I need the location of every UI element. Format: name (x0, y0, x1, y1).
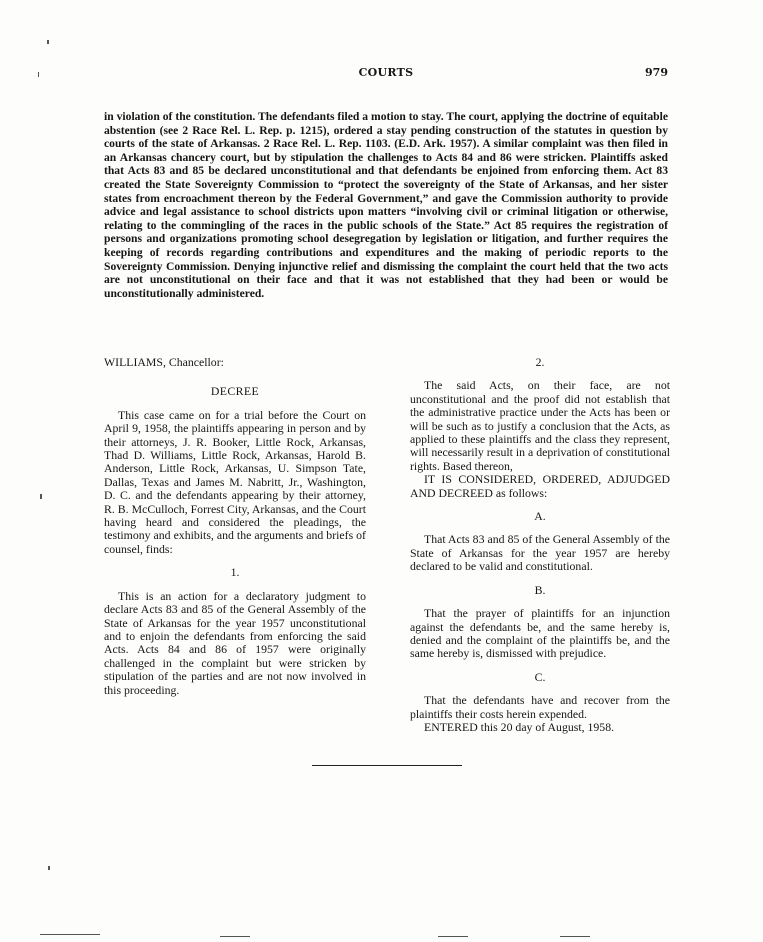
scan-speck (38, 72, 39, 77)
ordered-paragraph: IT IS CONSIDERED, ORDERED, ADJUDGED AND DECREED as follows: (410, 472, 670, 500)
scan-speck (47, 40, 49, 44)
order-c-label: C. (534, 669, 546, 684)
decree-title: DECREE (210, 384, 260, 399)
left-column (104, 356, 366, 697)
finding-1-paragraph: This is an action for a declaratory judgment to declare Acts 83 and 85 of the General Assembly of the State of Arkansas for the year 1957 unconstitutional and to enjoin the defendants from enforcing the said Acts. Acts 84 and 86 of 1957 were originally challenged in the complaint but were stricken by stipulation of the parties and are not now involved in this proceeding. (104, 588, 366, 697)
scan-speck (48, 866, 50, 870)
order-a-label: A. (534, 509, 546, 524)
scan-speck (220, 936, 250, 937)
order-b-label: B. (534, 582, 546, 597)
running-title: COURTS (358, 66, 414, 79)
scan-speck (40, 494, 42, 499)
order-b-paragraph: That the prayer of plaintiffs for an injunction against the defendants be, and the same hereby is, denied and the complaint of the plaintiffs be, and the same hereby is, dismissed with prejudice. (410, 606, 670, 661)
decree-intro-paragraph: This case came on for a trial before the Court on April 9, 1958, the plaintiffs appearing in person and by their attorneys, J. R. Booker, Little Rock, Arkansas, Thad D. Williams, Little Rock, Arkansas, Harold B. Anderson, Little Rock, Arkansas, U. Simpson Tate, Dallas, Texas and James M. Nabritt, Jr., Washington, D. C. and the defendants appearing by their attorney, R. B. McCulloch, Forrest City, Arkansas, and the Court having heard and considered the pleadings, the testimony and exhibits, and the arguments and briefs of counsel, finds: (104, 407, 366, 556)
page-number: 979 (645, 66, 668, 79)
order-c-paragraph: That the defendants have and recover from the plaintiffs their costs herein expended. (410, 693, 670, 721)
finding-2-number: 2. (535, 355, 545, 369)
scan-speck (438, 936, 468, 937)
scan-speck (40, 934, 100, 935)
right-column (410, 356, 670, 734)
order-a-paragraph: That Acts 83 and 85 of the General Assembly of the State of Arkansas for the year 1957 are hereby declared to be valid and constitutional. (410, 532, 670, 574)
running-head (104, 66, 668, 82)
closing-rule (312, 765, 462, 766)
finding-1-number: 1. (230, 565, 240, 580)
judge-name: WILLIAMS, Chancellor: (104, 355, 224, 369)
headnote-summary: in violation of the constitution. The defendants filed a motion to stay. The court, applying the doctrine of equitable abstention (see 2 Race Rel. L. Rep. p. 1215), ordered a stay pending construction of the statutes in question by courts of the state of Arkansas. 2 Race Rel. L. Rep. 1103. (E.D. Ark. 1957). A similar complaint was then filed in an Arkansas chancery court, but by stipulation the challenges to Acts 84 and 86 were stricken. Plaintiffs asked that Acts 83 and 85 be declared unconstitutional and that defendants be enjoined from enforcing them. Act 83 created the State Sovereignty Commission to “protect the sovereignty of the State of Arkansas, and her sister states from encroachment thereon by the Federal Government,” and gave the Commission authority to provide advice and legal assistance to school districts upon matters “involving civil or criminal litigation or otherwise, relating to the commingling of the races in the public schools of the State.” Act 85 requires the registration of persons and organizations promoting school desegregation by legislation or litigation, and further requires the keeping of records regarding contributions and expenditures and the making of periodic reports to the Sovereignty Commission. Denying injunctive relief and dismissing the complaint the court held that the two acts are not unconstitutional on their face and that it was not established that they had been or would be unconstitutionally administered. (104, 110, 668, 300)
entered-date-line: ENTERED this 20 day of August, 1958. (424, 719, 615, 734)
scan-speck (560, 936, 590, 937)
finding-2-paragraph: The said Acts, on their face, are not unconstitutional and the proof did not establish that the administrative practice under the Acts has been or will be such as to justify a conclusion that the Acts, as applied to these plaintiffs and the class they represent, will necessarily result in a deprivation of constitutional rights. Based thereon, (410, 378, 670, 473)
